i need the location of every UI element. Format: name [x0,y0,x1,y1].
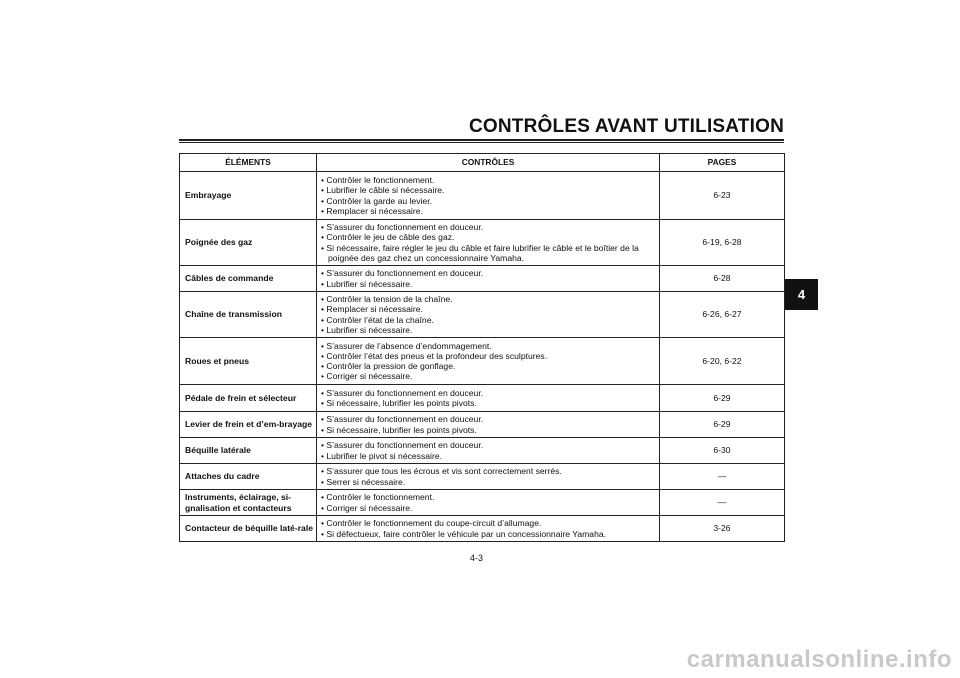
pages-cell: 6-29 [660,412,785,438]
chapter-tab: 4 [785,279,818,310]
element-cell: Câbles de commande [180,266,317,292]
check-item: • Contrôler l’état de la chaîne. [321,314,434,325]
check-item: • Contrôler le fonctionnement du coupe-circuit d’allumage. [321,518,542,529]
table-row [180,220,785,266]
pages-cell: 6-30 [660,438,785,464]
pages-cell: — [660,464,785,490]
page-number: 4-3 [470,553,484,563]
page-title: CONTRÔLES AVANT UTILISATION [468,116,784,137]
checks-cell [317,385,660,412]
check-item: • Si nécessaire, lubrifier les points pivots. [321,398,477,408]
column-header-pages: PAGES [660,154,785,172]
check-item: • Serrer si nécessaire. [321,476,406,487]
checks-cell [317,438,660,464]
check-item: • Contrôler la tension de la chaîne. [321,294,453,305]
pages-cell: 6-26, 6-27 [660,292,785,338]
element-cell: Instruments, éclairage, si-gnalisation et contacteurs [180,490,317,516]
check-item: • Si défectueux, faire contrôler le véhicule par un concessionnaire Yamaha. [321,528,607,539]
table-row [180,438,785,464]
pages-cell: — [660,490,785,516]
watermark: carmanualsonline.info [686,646,952,673]
table-row [180,292,785,338]
checks-cell [317,412,660,438]
title-rule [179,139,784,141]
check-item: • Lubrifier le câble si nécessaire. [321,185,445,196]
check-item: • Remplacer si nécessaire. [321,304,423,315]
check-item: • Corriger si nécessaire. [321,371,413,382]
checks-cell [317,172,660,220]
pages-cell: 3-26 [660,516,785,542]
check-item: • Lubrifier le pivot si nécessaire. [321,450,442,461]
check-item: • Remplacer si nécessaire. [321,205,423,216]
element-cell: Embrayage [180,172,317,220]
element-cell: Poignée des gaz [180,220,317,266]
check-item: • Lubrifier si nécessaire. [321,278,413,289]
pages-cell: 6-28 [660,266,785,292]
table-header-row [180,154,785,172]
element-cell: Pédale de frein et sélecteur [180,385,317,412]
checks-cell [317,338,660,385]
check-item: • Contrôler la pression de gonflage. [321,361,456,371]
checks-cell [317,464,660,490]
check-item: • Contrôler le jeu de câble des gaz. [321,232,455,243]
column-header-elements: ÉLÉMENTS [180,154,317,172]
element-cell: Chaîne de transmission [180,292,317,338]
table-row [180,172,785,220]
check-item: • Lubrifier si nécessaire. [321,324,413,335]
check-item: • S’assurer du fonctionnement en douceur. [321,387,484,398]
table-row [180,412,785,438]
check-item: • S’assurer que tous les écrous et vis sont correctement serrés. [321,466,562,477]
check-item: • Corriger si nécessaire. [321,502,413,513]
check-item: • Si nécessaire, faire régler le jeu du câble et faire lubrifier le câble et le boîtier de la poignée des gaz chez un concessionnaire Yamaha. [321,242,639,263]
column-header-controls: CONTRÔLES [317,154,660,172]
checks-table [179,153,785,542]
title-rule-thin [179,142,784,143]
table-row [180,385,785,412]
check-item: • S’assurer du fonctionnement en douceur. [321,440,484,451]
checks-cell [317,220,660,266]
checks-cell [317,292,660,338]
checks-cell [317,516,660,542]
check-item: • Contrôler la garde au levier. [321,195,432,206]
element-cell: Contacteur de béquille laté-rale [180,516,317,542]
check-item: • Si nécessaire, lubrifier les points pivots. [321,424,477,435]
check-item: • S’assurer de l’absence d’endommagement. [321,340,492,351]
check-item: • Contrôler le fonctionnement. [321,175,435,186]
table-row [180,516,785,542]
check-item: • Contrôler le fonctionnement. [321,492,435,503]
table-row [180,266,785,292]
table-row [180,490,785,516]
checks-cell [317,490,660,516]
checks-cell [317,266,660,292]
check-item: • S’assurer du fonctionnement en douceur. [321,222,484,233]
check-item: • S’assurer du fonctionnement en douceur. [321,268,484,279]
check-item: • Contrôler l’état des pneus et la profondeur des sculptures. [321,350,548,361]
pages-cell: 6-19, 6-28 [660,220,785,266]
element-cell: Roues et pneus [180,338,317,385]
element-cell: Béquille latérale [180,438,317,464]
pages-cell: 6-29 [660,385,785,412]
table-row [180,464,785,490]
element-cell: Levier de frein et d’em-brayage [180,412,317,438]
element-cell: Attaches du cadre [180,464,317,490]
pages-cell: 6-20, 6-22 [660,338,785,385]
pages-cell: 6-23 [660,172,785,220]
check-item: • S’assurer du fonctionnement en douceur. [321,414,484,425]
table-row [180,338,785,385]
